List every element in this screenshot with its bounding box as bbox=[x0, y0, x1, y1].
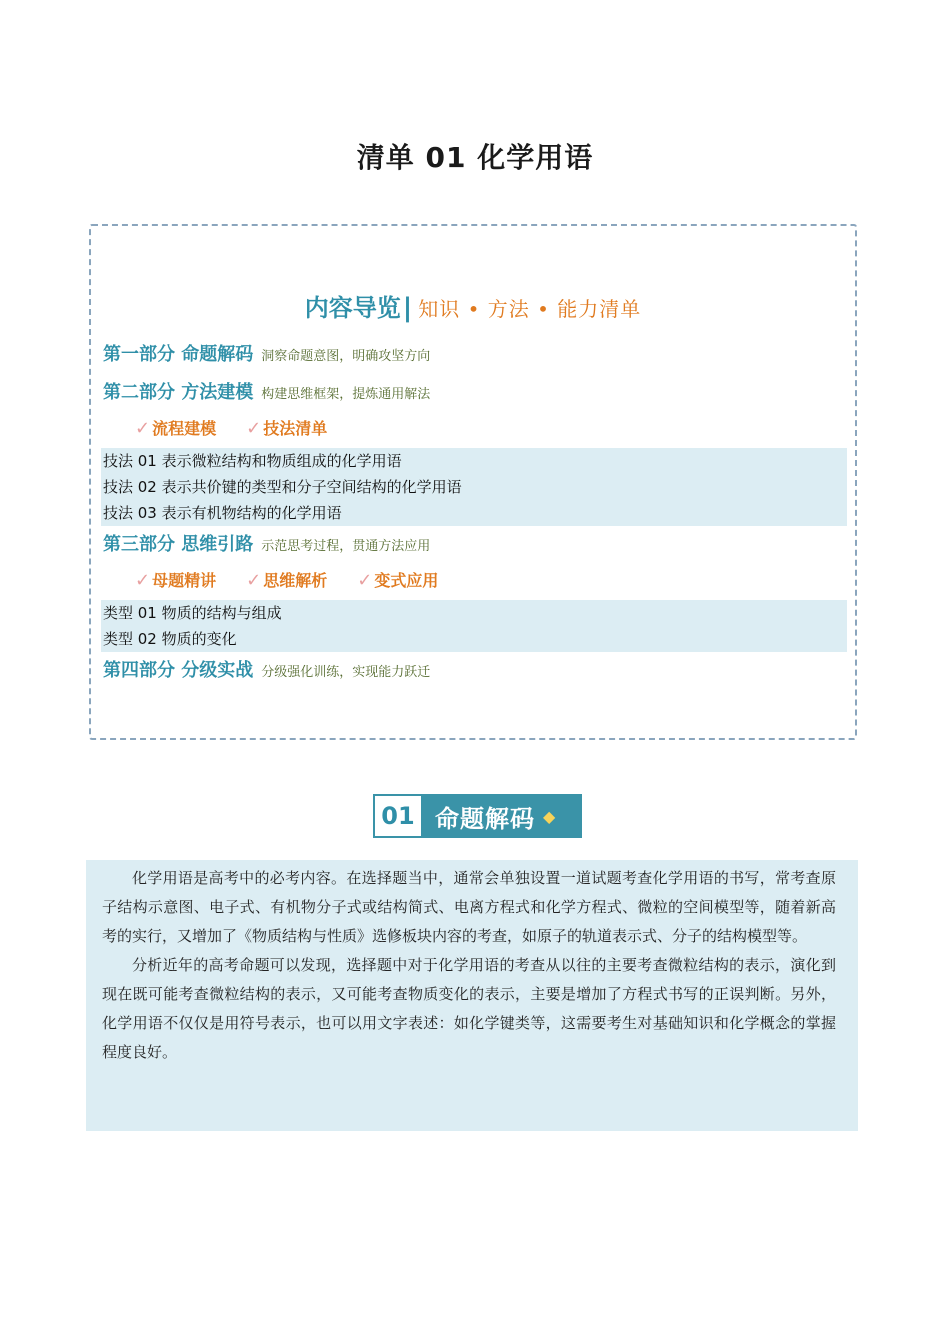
toc-header-sub: 知识 • 方法 • 能力清单 bbox=[418, 297, 642, 321]
toc-part-3-desc: 示范思考过程，贯通方法应用 bbox=[261, 539, 431, 554]
toc-header bbox=[91, 288, 855, 323]
tag-variant-application[interactable]: ✓ 变式应用 bbox=[357, 570, 439, 591]
tag-thinking-analysis[interactable]: ✓ 思维解析 bbox=[246, 570, 328, 591]
intro-paragraph-1: 化学用语是高考中的必考内容。在选择题当中，通常会单独设置一道试题考查化学用语的书写，常考查原子结构示意图、电子式、有机物分子式或结构简式、电离方程式和化学方程式、微粒的空间模型等，随着新高考的实行，又增加了《物质结构与性质》选修板块内容的考查，如原子的轨道表示式、分子的结构模型等。 bbox=[102, 869, 836, 945]
intro-paragraph-2: 分析近年的高考命题可以发现，选择题中对于化学用语的考查从以往的主要考查微粒结构的表示，演化到现在既可能考查微粒结构的表示，又可能考查物质变化的表示，主要是增加了方程式书写的正误判断。另外，化学用语不仅仅是用符号表示，也可以用文字表述：如化学键类等，这需要考生对基础知识和化学概念的掌握程度良好。 bbox=[102, 956, 836, 1061]
check-mark-icon: ✓ bbox=[135, 418, 151, 439]
contents-overview-box bbox=[89, 224, 857, 740]
toc-part-4-title: 第四部分 分级实战 bbox=[103, 660, 254, 681]
toc-part-3[interactable] bbox=[103, 530, 430, 556]
toc-part-3-title: 第三部分 思维引路 bbox=[103, 534, 254, 555]
page-title: 清单 01 化学用语 bbox=[356, 141, 594, 174]
check-mark-icon: ✓ bbox=[246, 570, 262, 591]
toc-part-4[interactable] bbox=[103, 656, 430, 682]
tag-process-modeling[interactable]: ✓ 流程建模 bbox=[135, 418, 217, 439]
tag-technique-list[interactable]: ✓ 技法清单 bbox=[246, 418, 328, 439]
toc-part-1[interactable] bbox=[103, 340, 430, 366]
technique-list bbox=[101, 448, 847, 526]
toc-part-2-title: 第二部分 方法建模 bbox=[103, 382, 254, 403]
list-item[interactable]: 技法 03 表示有机物结构的化学用语 bbox=[103, 504, 342, 522]
check-mark-icon: ✓ bbox=[357, 570, 373, 591]
section-number: 01 bbox=[375, 796, 421, 836]
list-item[interactable]: 类型 02 物质的变化 bbox=[103, 630, 237, 648]
diamond-icon: ◆ bbox=[543, 806, 557, 826]
toc-part-1-title: 第一部分 命题解码 bbox=[103, 344, 254, 365]
toc-part-2[interactable] bbox=[103, 378, 430, 404]
type-list bbox=[101, 600, 847, 652]
section-badge bbox=[373, 794, 582, 838]
toc-part-4-desc: 分级强化训练，实现能力跃迁 bbox=[261, 665, 431, 680]
toc-part-2-tags bbox=[135, 416, 357, 439]
toc-part-2-desc: 构建思维框架，提炼通用解法 bbox=[261, 387, 431, 402]
check-mark-icon: ✓ bbox=[246, 418, 262, 439]
toc-header-bar: | bbox=[402, 293, 413, 323]
list-item[interactable]: 技法 01 表示微粒结构和物质组成的化学用语 bbox=[103, 452, 402, 470]
toc-part-3-tags bbox=[135, 568, 468, 591]
toc-part-1-desc: 洞察命题意图，明确攻坚方向 bbox=[261, 349, 431, 364]
list-item[interactable]: 技法 02 表示共价键的类型和分子空间结构的化学用语 bbox=[103, 478, 462, 496]
toc-header-main: 内容导览 bbox=[304, 294, 401, 322]
list-item[interactable]: 类型 01 物质的结构与组成 bbox=[103, 604, 282, 622]
check-mark-icon: ✓ bbox=[135, 570, 151, 591]
tag-model-question[interactable]: ✓ 母题精讲 bbox=[135, 570, 217, 591]
section-label: 命题解码 ◆ bbox=[435, 804, 557, 833]
intro-text-box bbox=[86, 860, 858, 1131]
